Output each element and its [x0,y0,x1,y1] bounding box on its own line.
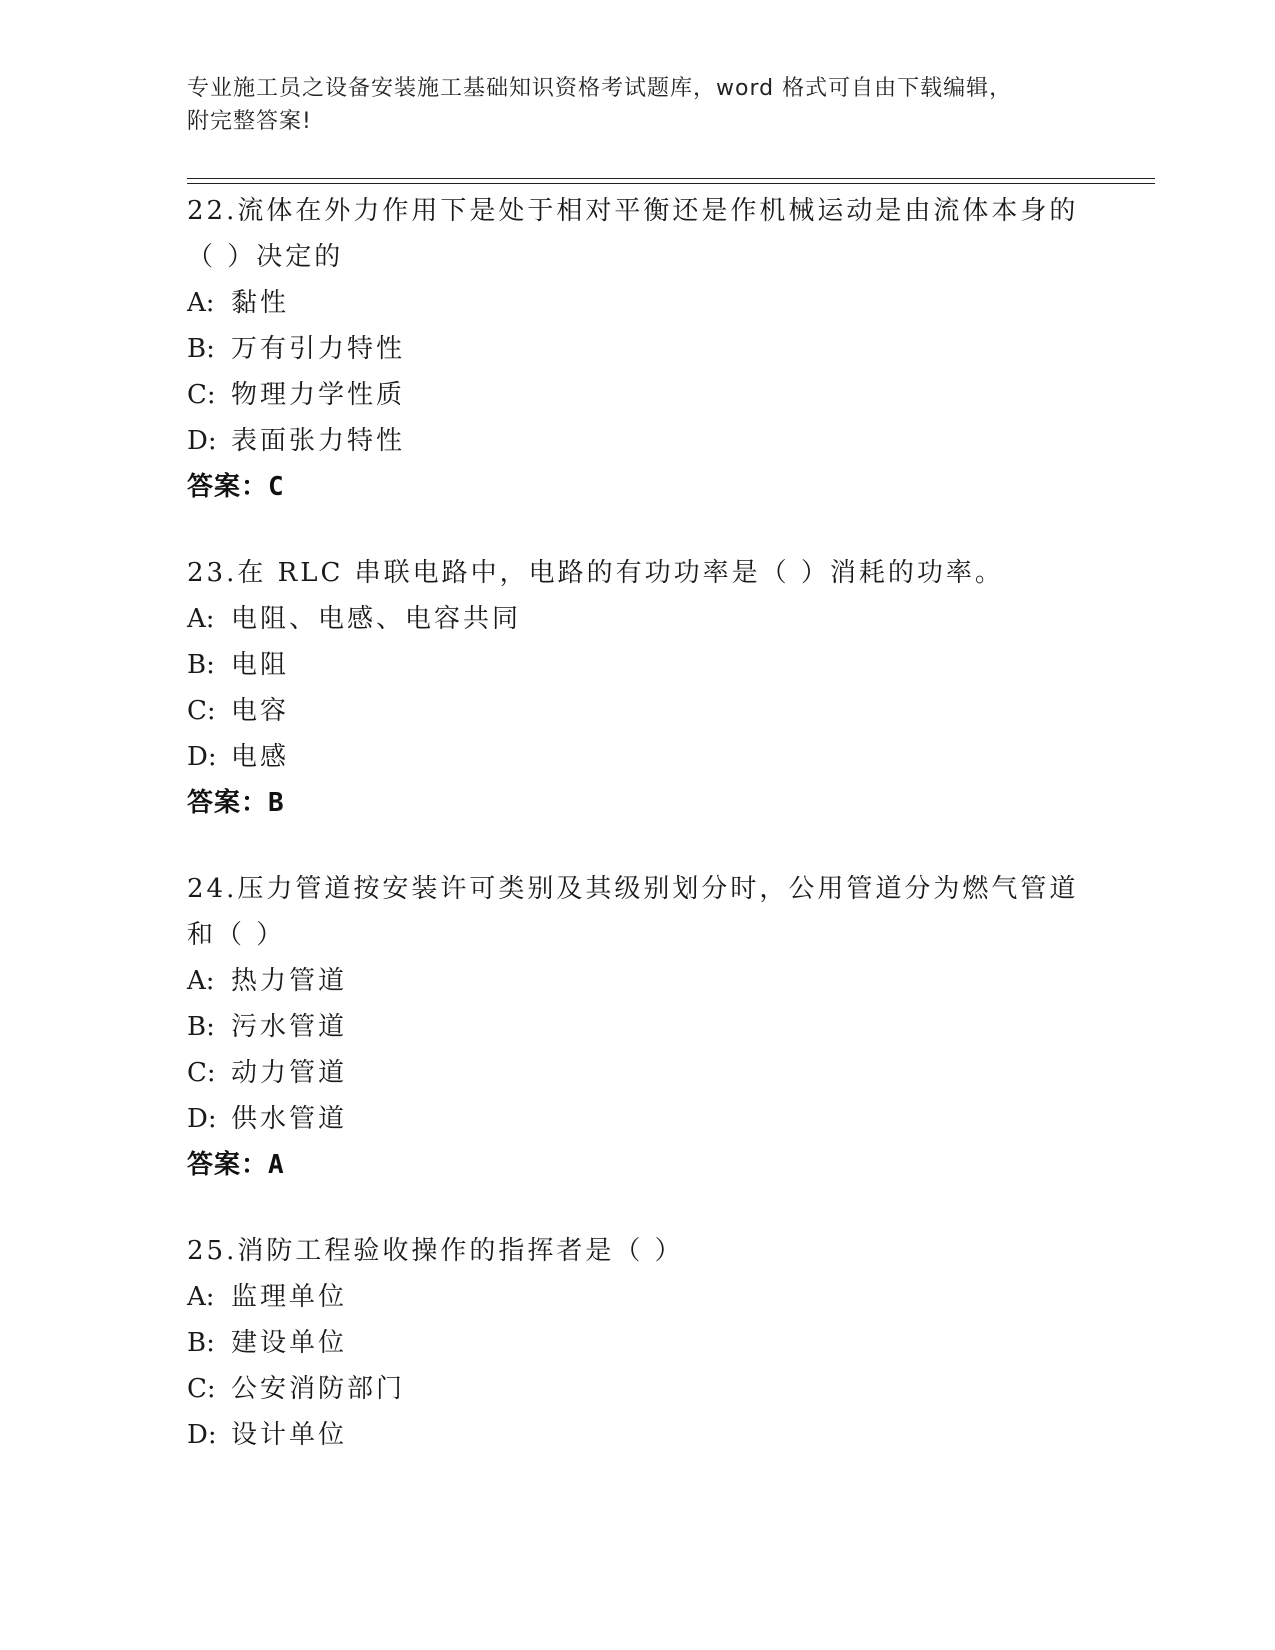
option-letter: A: [187,966,215,996]
option-letter: C: [187,380,216,410]
answer-label: 答案： [187,1150,269,1180]
answer-label: 答案： [187,788,269,818]
question-stem-line-1: 23.在 RLC 串联电路中，电路的有功功率是（ ）消耗的功率。 [187,558,1004,588]
question-stem [187,1228,1147,1274]
option-text: 电阻 [231,650,290,680]
option-text: 设计单位 [231,1420,348,1450]
option-b [187,1004,1147,1050]
option-b [187,642,1147,688]
option-a [187,596,1147,642]
option-text: 表面张力特性 [231,426,406,456]
answer-value: A [268,1150,285,1180]
question-stem [187,866,1147,958]
option-letter: B: [187,334,215,364]
option-c [187,372,1147,418]
option-b [187,326,1147,372]
question-stem-line-1: 22.流体在外力作用下是处于相对平衡还是作机械运动是由流体本身的 [187,196,1079,226]
option-letter: A: [187,1282,215,1312]
option-d [187,1096,1147,1142]
answer-value: C [268,472,285,502]
question-stem-line-2: （ ）决定的 [187,242,344,272]
option-a [187,958,1147,1004]
option-text: 供水管道 [231,1104,348,1134]
option-text: 建设单位 [231,1328,348,1358]
option-d [187,1412,1147,1458]
header-divider-bottom [187,183,1155,184]
option-letter: A: [187,604,215,634]
question-23 [187,550,1147,826]
option-letter: B: [187,1328,215,1358]
question-25 [187,1228,1147,1458]
option-text: 动力管道 [231,1058,348,1088]
answer-label: 答案： [187,472,269,502]
option-letter: C: [187,696,216,726]
option-letter: B: [187,650,215,680]
option-letter: B: [187,1012,215,1042]
answer-value: B [268,788,285,818]
option-text: 电感 [231,742,290,772]
question-stem-line-1: 24.压力管道按安装许可类别及其级别划分时，公用管道分为燃气管道 [187,874,1079,904]
option-text: 公安消防部门 [231,1374,406,1404]
option-text: 电容 [231,696,290,726]
option-a [187,280,1147,326]
option-letter: D: [187,426,217,456]
option-letter: A: [187,288,215,318]
option-b [187,1320,1147,1366]
header-divider-top [187,178,1155,179]
option-text: 热力管道 [231,966,348,996]
question-stem [187,550,1147,596]
answer [187,1142,1147,1188]
option-letter: D: [187,1104,217,1134]
option-text: 黏性 [231,288,290,318]
option-letter: D: [187,742,217,772]
option-c [187,1050,1147,1096]
option-text: 电阻、电感、电容共同 [231,604,522,634]
option-text: 监理单位 [231,1282,348,1312]
option-c [187,1366,1147,1412]
option-a [187,1274,1147,1320]
question-stem-line-1: 25.消防工程验收操作的指挥者是（ ） [187,1236,684,1266]
question-stem-line-2: 和（ ） [187,920,286,950]
question-stem [187,188,1147,280]
option-c [187,688,1147,734]
option-d [187,418,1147,464]
answer [187,464,1147,510]
question-24 [187,866,1147,1188]
option-text: 物理力学性质 [231,380,406,410]
option-letter: D: [187,1420,217,1450]
answer [187,780,1147,826]
question-22 [187,188,1147,510]
header-line-1: 专业施工员之设备安装施工基础知识资格考试题库，word 格式可自由下载编辑， [187,76,1013,101]
option-text: 万有引力特性 [231,334,406,364]
option-text: 污水管道 [231,1012,348,1042]
option-d [187,734,1147,780]
option-letter: C: [187,1374,216,1404]
document-header [187,72,1087,138]
question-list [187,188,1147,1482]
header-line-2: 附完整答案! [187,109,312,134]
option-letter: C: [187,1058,216,1088]
